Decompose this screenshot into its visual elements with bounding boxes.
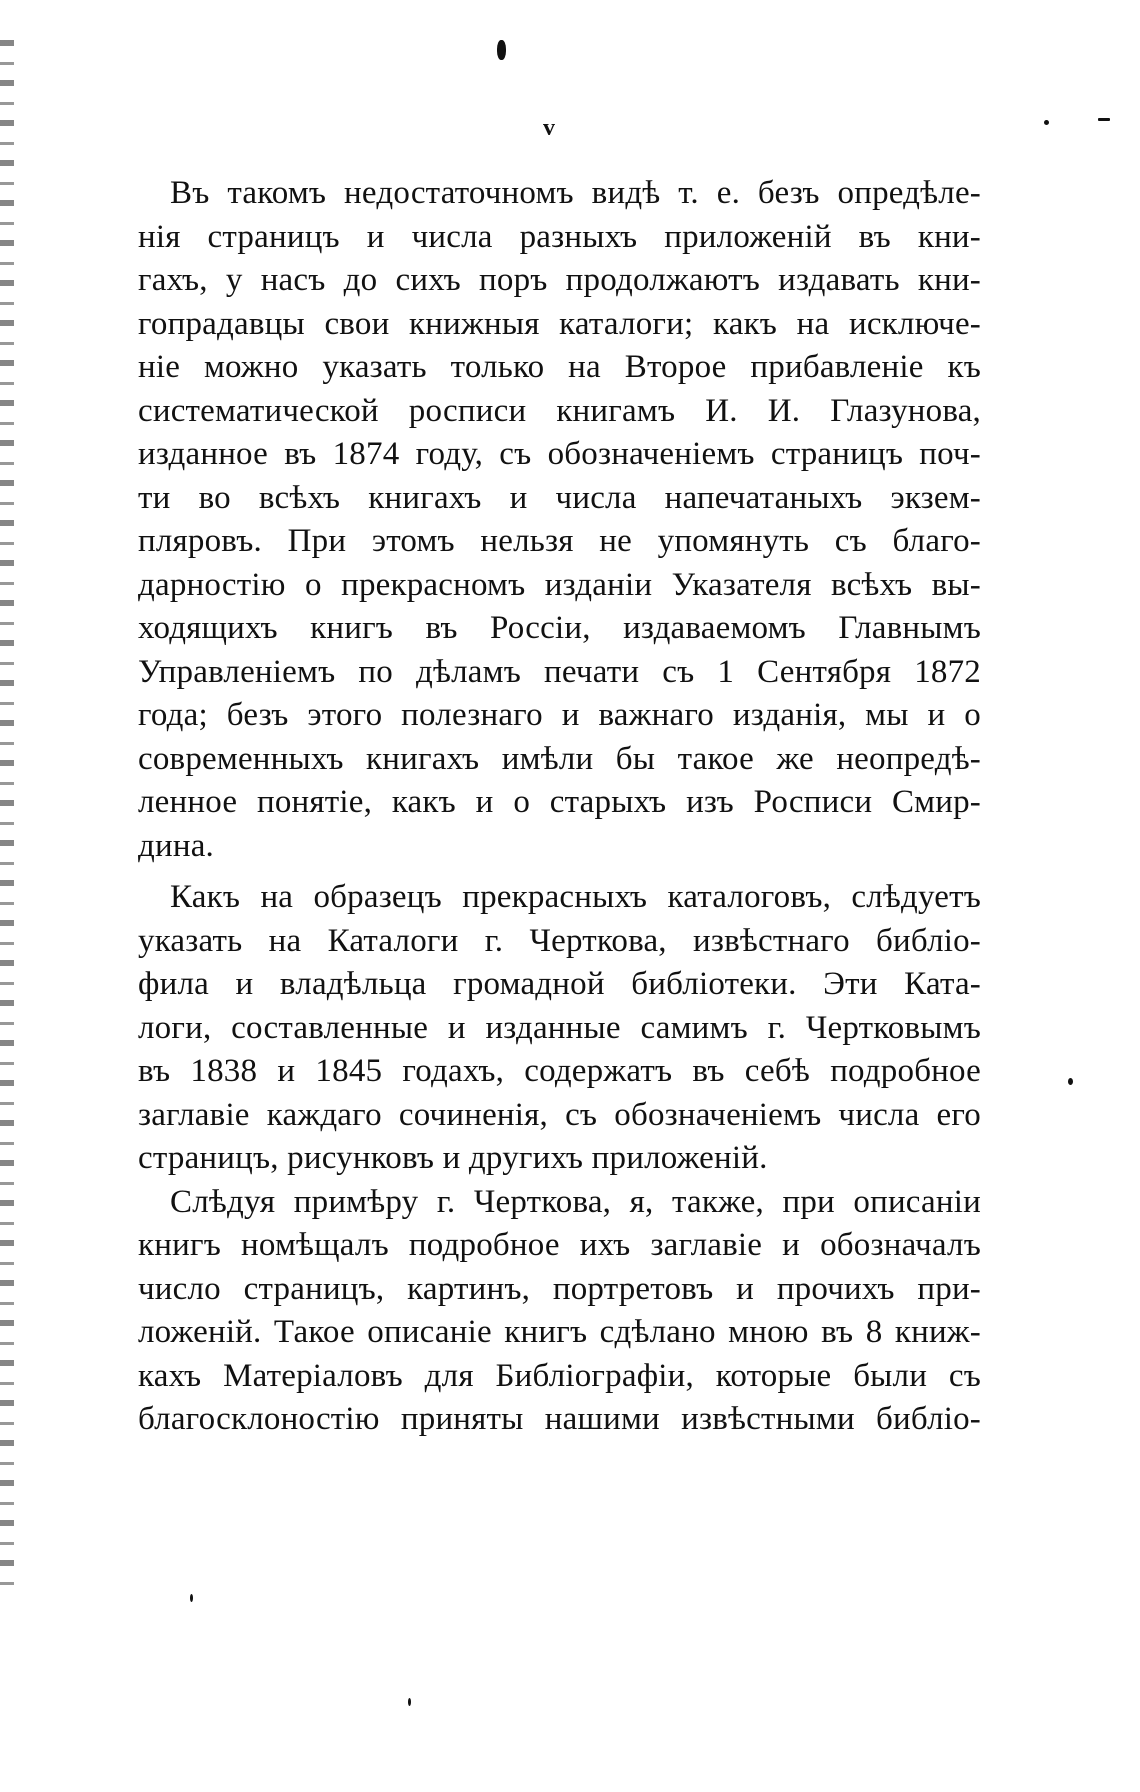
- text-line: ложеній. Такое описаніе книгъ сдѣлано мною въ 8 книж-: [138, 1314, 981, 1350]
- body-text: [138, 172, 981, 1442]
- text-line: ніе можно указать только на Второе прибавленіе къ: [138, 349, 981, 385]
- text-line: число страницъ, картинъ, портретовъ и прочихъ при-: [138, 1270, 981, 1307]
- ink-speck: [408, 1698, 411, 1706]
- text-line: Какъ на образецъ прекрасныхъ каталоговъ, слѣдуетъ: [170, 879, 981, 915]
- paragraph: [138, 876, 981, 1181]
- text-line: года; безъ этого полезнаго и важнаго изданія, мы и о: [138, 697, 981, 733]
- paragraph-gap: [138, 868, 981, 876]
- text-line: Въ такомъ недостаточномъ видѣ т. е. безъ опредѣле-: [170, 175, 981, 211]
- ink-speck: [1068, 1078, 1073, 1085]
- text-line: Управленіемъ по дѣламъ печати съ 1 Сентября 1872: [138, 653, 981, 690]
- text-line: дина.: [138, 827, 215, 864]
- text-line: гопрадавцы свои книжныя каталоги; какъ на исключе-: [138, 305, 981, 342]
- text-line: нія страницъ и числа разныхъ приложеній въ кни-: [138, 218, 981, 255]
- text-line: изданное въ 1874 году, съ обозначеніемъ страницъ поч-: [138, 436, 981, 472]
- text-line: указать на Каталоги г. Черткова, извѣстнаго библіо-: [138, 922, 981, 959]
- text-line: ходящихъ книгъ въ Россіи, издаваемомъ Главнымъ: [138, 610, 981, 646]
- text-line: страницъ, рисунковъ и другихъ приложеній.: [138, 1140, 768, 1176]
- text-line: современныхъ книгахъ имѣли бы такое же неопредѣ-: [138, 740, 981, 777]
- page-edge-scan-artifact: [0, 40, 14, 1600]
- paragraph: [138, 1181, 981, 1442]
- text-line: логи, составленные и изданные самимъ г. Чертковымъ: [138, 1009, 981, 1046]
- ink-speck: [1044, 120, 1049, 125]
- text-line: ленное понятіе, какъ и о старыхъ изъ Росписи Смир-: [138, 784, 981, 820]
- text-line: кахъ Матеріаловъ для Библіографіи, которые были съ: [138, 1357, 981, 1394]
- text-line: систематической росписи книгамъ И. И. Глазунова,: [138, 392, 981, 429]
- text-line: книгъ номѣщалъ подробное ихъ заглавіе и обозначалъ: [138, 1227, 981, 1263]
- ink-speck: [1098, 118, 1110, 121]
- text-line: Слѣдуя примѣру г. Черткова, я, также, при описаніи: [170, 1183, 981, 1220]
- paragraph: [138, 172, 981, 868]
- text-line: ти во всѣхъ книгахъ и числа напечатаныхъ экзем-: [138, 479, 981, 516]
- text-line: дарностію о прекрасномъ изданіи Указателя всѣхъ вы-: [138, 566, 981, 603]
- ink-speck: [190, 1594, 193, 1602]
- ink-speck: [497, 40, 506, 60]
- text-line: гахъ, у насъ до сихъ поръ продолжаютъ издавать кни-: [138, 262, 981, 298]
- text-line: пляровъ. При этомъ нельзя не упомянуть съ благо-: [138, 523, 981, 559]
- page-number: v: [543, 115, 555, 141]
- text-line: фила и владѣльца громадной библіотеки. Эти Ката-: [138, 966, 981, 1002]
- text-line: заглавіе каждаго сочиненія, съ обозначеніемъ числа его: [138, 1096, 981, 1133]
- text-line: въ 1838 и 1845 годахъ, содержатъ въ себѣ подробное: [138, 1053, 981, 1089]
- text-line: благосклоностію приняты нашими извѣстными библіо-: [138, 1401, 981, 1437]
